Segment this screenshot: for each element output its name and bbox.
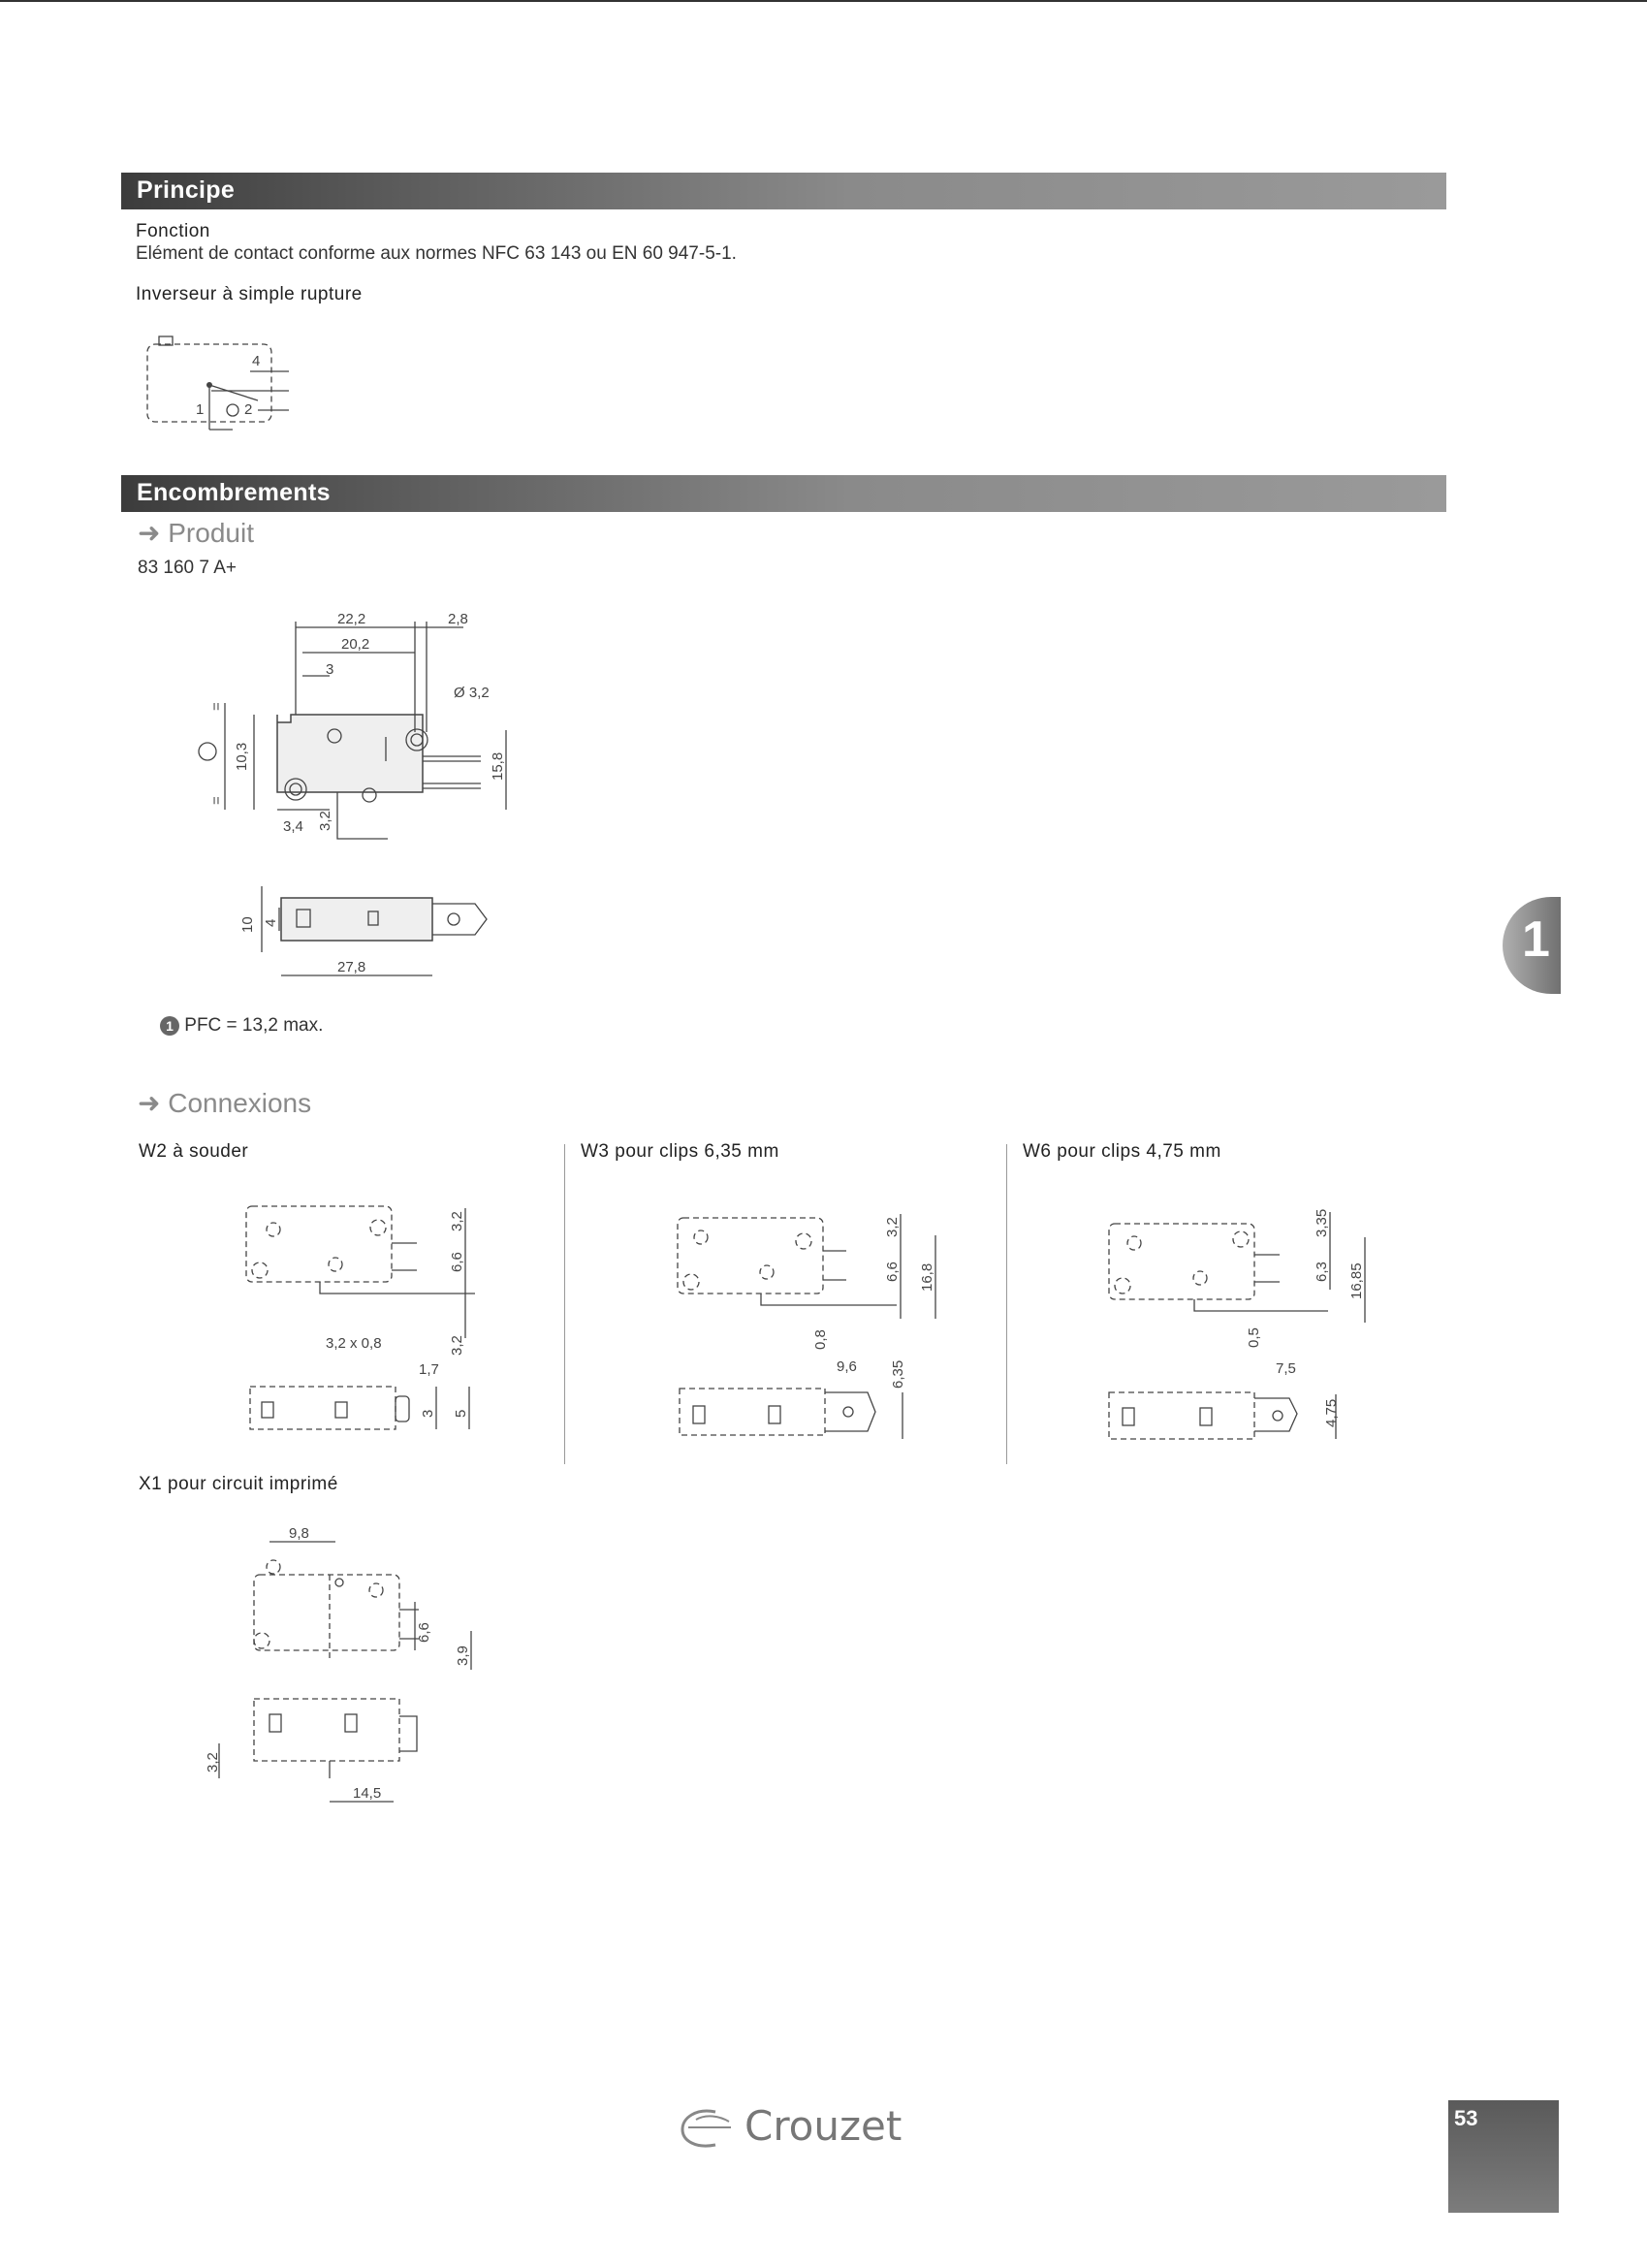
schematic-label-4: 4 [252, 353, 261, 369]
w6-dim-3-35: 3,35 [1314, 1208, 1330, 1237]
brand-name: Crouzet [744, 2102, 903, 2150]
w2-title: W2 à souder [139, 1141, 249, 1162]
connexions-heading [138, 1087, 311, 1119]
pfc-note [160, 1015, 323, 1037]
section-title-principe: Principe [137, 176, 236, 204]
dim-15-8: 15,8 [490, 751, 506, 781]
w3-dim-9-6: 9,6 [837, 1358, 857, 1375]
product-body [277, 715, 423, 792]
w2-dim-3-2a: 3,2 [449, 1211, 465, 1231]
dim-22-2: 22,2 [337, 611, 366, 627]
w2-dim-3: 3 [420, 1409, 436, 1418]
arrow-right-icon: ➜ [138, 518, 161, 548]
dim-20-2: 20,2 [341, 636, 370, 653]
w3-drawing [674, 1202, 965, 1454]
x1-dim-6-6: 6,6 [416, 1622, 432, 1643]
section-title-encombrements: Encombrements [137, 479, 331, 506]
w6-dim-16-85: 16,85 [1348, 1262, 1365, 1299]
inverseur-title: Inverseur à simple rupture [136, 284, 363, 304]
w2-dim-1-7: 1,7 [419, 1361, 439, 1378]
w6-dim-6-3: 6,3 [1314, 1262, 1330, 1282]
w6-dim-7-5: 7,5 [1276, 1360, 1296, 1377]
page-number-box [1448, 2100, 1559, 2213]
dim-3-4: 3,4 [283, 818, 303, 835]
produit-heading-text: Produit [168, 518, 254, 548]
section-bar-principe [121, 173, 1446, 209]
w3-title: W3 pour clips 6,35 mm [581, 1141, 779, 1162]
chapter-tab [1503, 897, 1561, 994]
fonction-title: Fonction [136, 221, 210, 241]
w6-drawing [1105, 1202, 1396, 1454]
dim-10-3: 10,3 [234, 742, 250, 771]
w2-dim-3-2x0-8: 3,2 x 0,8 [326, 1335, 382, 1352]
w6-title: W6 pour clips 4,75 mm [1023, 1141, 1221, 1162]
note-number-badge: 1 [160, 1016, 179, 1036]
x1-dim-3-9: 3,9 [455, 1645, 471, 1666]
dim-3-2: 3,2 [317, 811, 333, 831]
chapter-number: 1 [1522, 911, 1550, 968]
w2-dim-3-2b: 3,2 [449, 1335, 465, 1356]
column-separator [1006, 1144, 1007, 1464]
schematic-label-2: 2 [244, 401, 253, 418]
schematic-label-1: 1 [196, 401, 205, 418]
x1-title: X1 pour circuit imprimé [139, 1474, 338, 1494]
w3-dim-6-6: 6,6 [884, 1262, 901, 1282]
produit-heading [138, 517, 254, 549]
w2-drawing [242, 1193, 494, 1454]
dim-4: 4 [263, 918, 279, 927]
crouzet-logo-icon [677, 2094, 744, 2162]
arrow-right-icon: ➜ [138, 1088, 161, 1118]
dim-27-8: 27,8 [337, 959, 366, 975]
w3-dim-6-35: 6,35 [890, 1359, 906, 1389]
w3-dim-0-8: 0,8 [812, 1329, 829, 1350]
note-marker-circle [199, 743, 216, 760]
w2-dim-6-6: 6,6 [449, 1252, 465, 1272]
dim-eq-top: = [208, 702, 225, 711]
x1-dim-3-2: 3,2 [205, 1752, 221, 1773]
product-side-view-drawing [204, 882, 494, 994]
connexions-heading-text: Connexions [168, 1088, 312, 1118]
w6-dim-0-5: 0,5 [1246, 1327, 1262, 1348]
w2-dim-5: 5 [453, 1409, 469, 1418]
column-separator [564, 1144, 565, 1464]
contact-schematic [143, 335, 308, 436]
product-top-view-drawing [194, 606, 543, 835]
w6-dim-4-75: 4,75 [1323, 1398, 1340, 1427]
dim-eq-bottom: = [208, 796, 225, 805]
dim-2-8: 2,8 [448, 611, 468, 627]
dim-dia-3-2: Ø 3,2 [454, 685, 490, 701]
top-rule [0, 0, 1647, 2]
x1-dim-9-8: 9,8 [289, 1525, 309, 1542]
x1-drawing [204, 1524, 494, 1825]
dim-3: 3 [326, 661, 334, 678]
dim-10: 10 [239, 916, 256, 933]
x1-dim-14-5: 14,5 [353, 1785, 382, 1802]
section-bar-encombrements [121, 475, 1446, 512]
w3-dim-3-2: 3,2 [884, 1217, 901, 1237]
w3-dim-16-8: 16,8 [919, 1262, 935, 1292]
page-number: 53 [1454, 2106, 1478, 2130]
fonction-text: Elément de contact conforme aux normes NFC 63 143 ou EN 60 947-5-1. [136, 243, 737, 264]
product-reference: 83 160 7 A+ [138, 558, 237, 578]
pfc-note-text: PFC = 13,2 max. [184, 1015, 324, 1036]
